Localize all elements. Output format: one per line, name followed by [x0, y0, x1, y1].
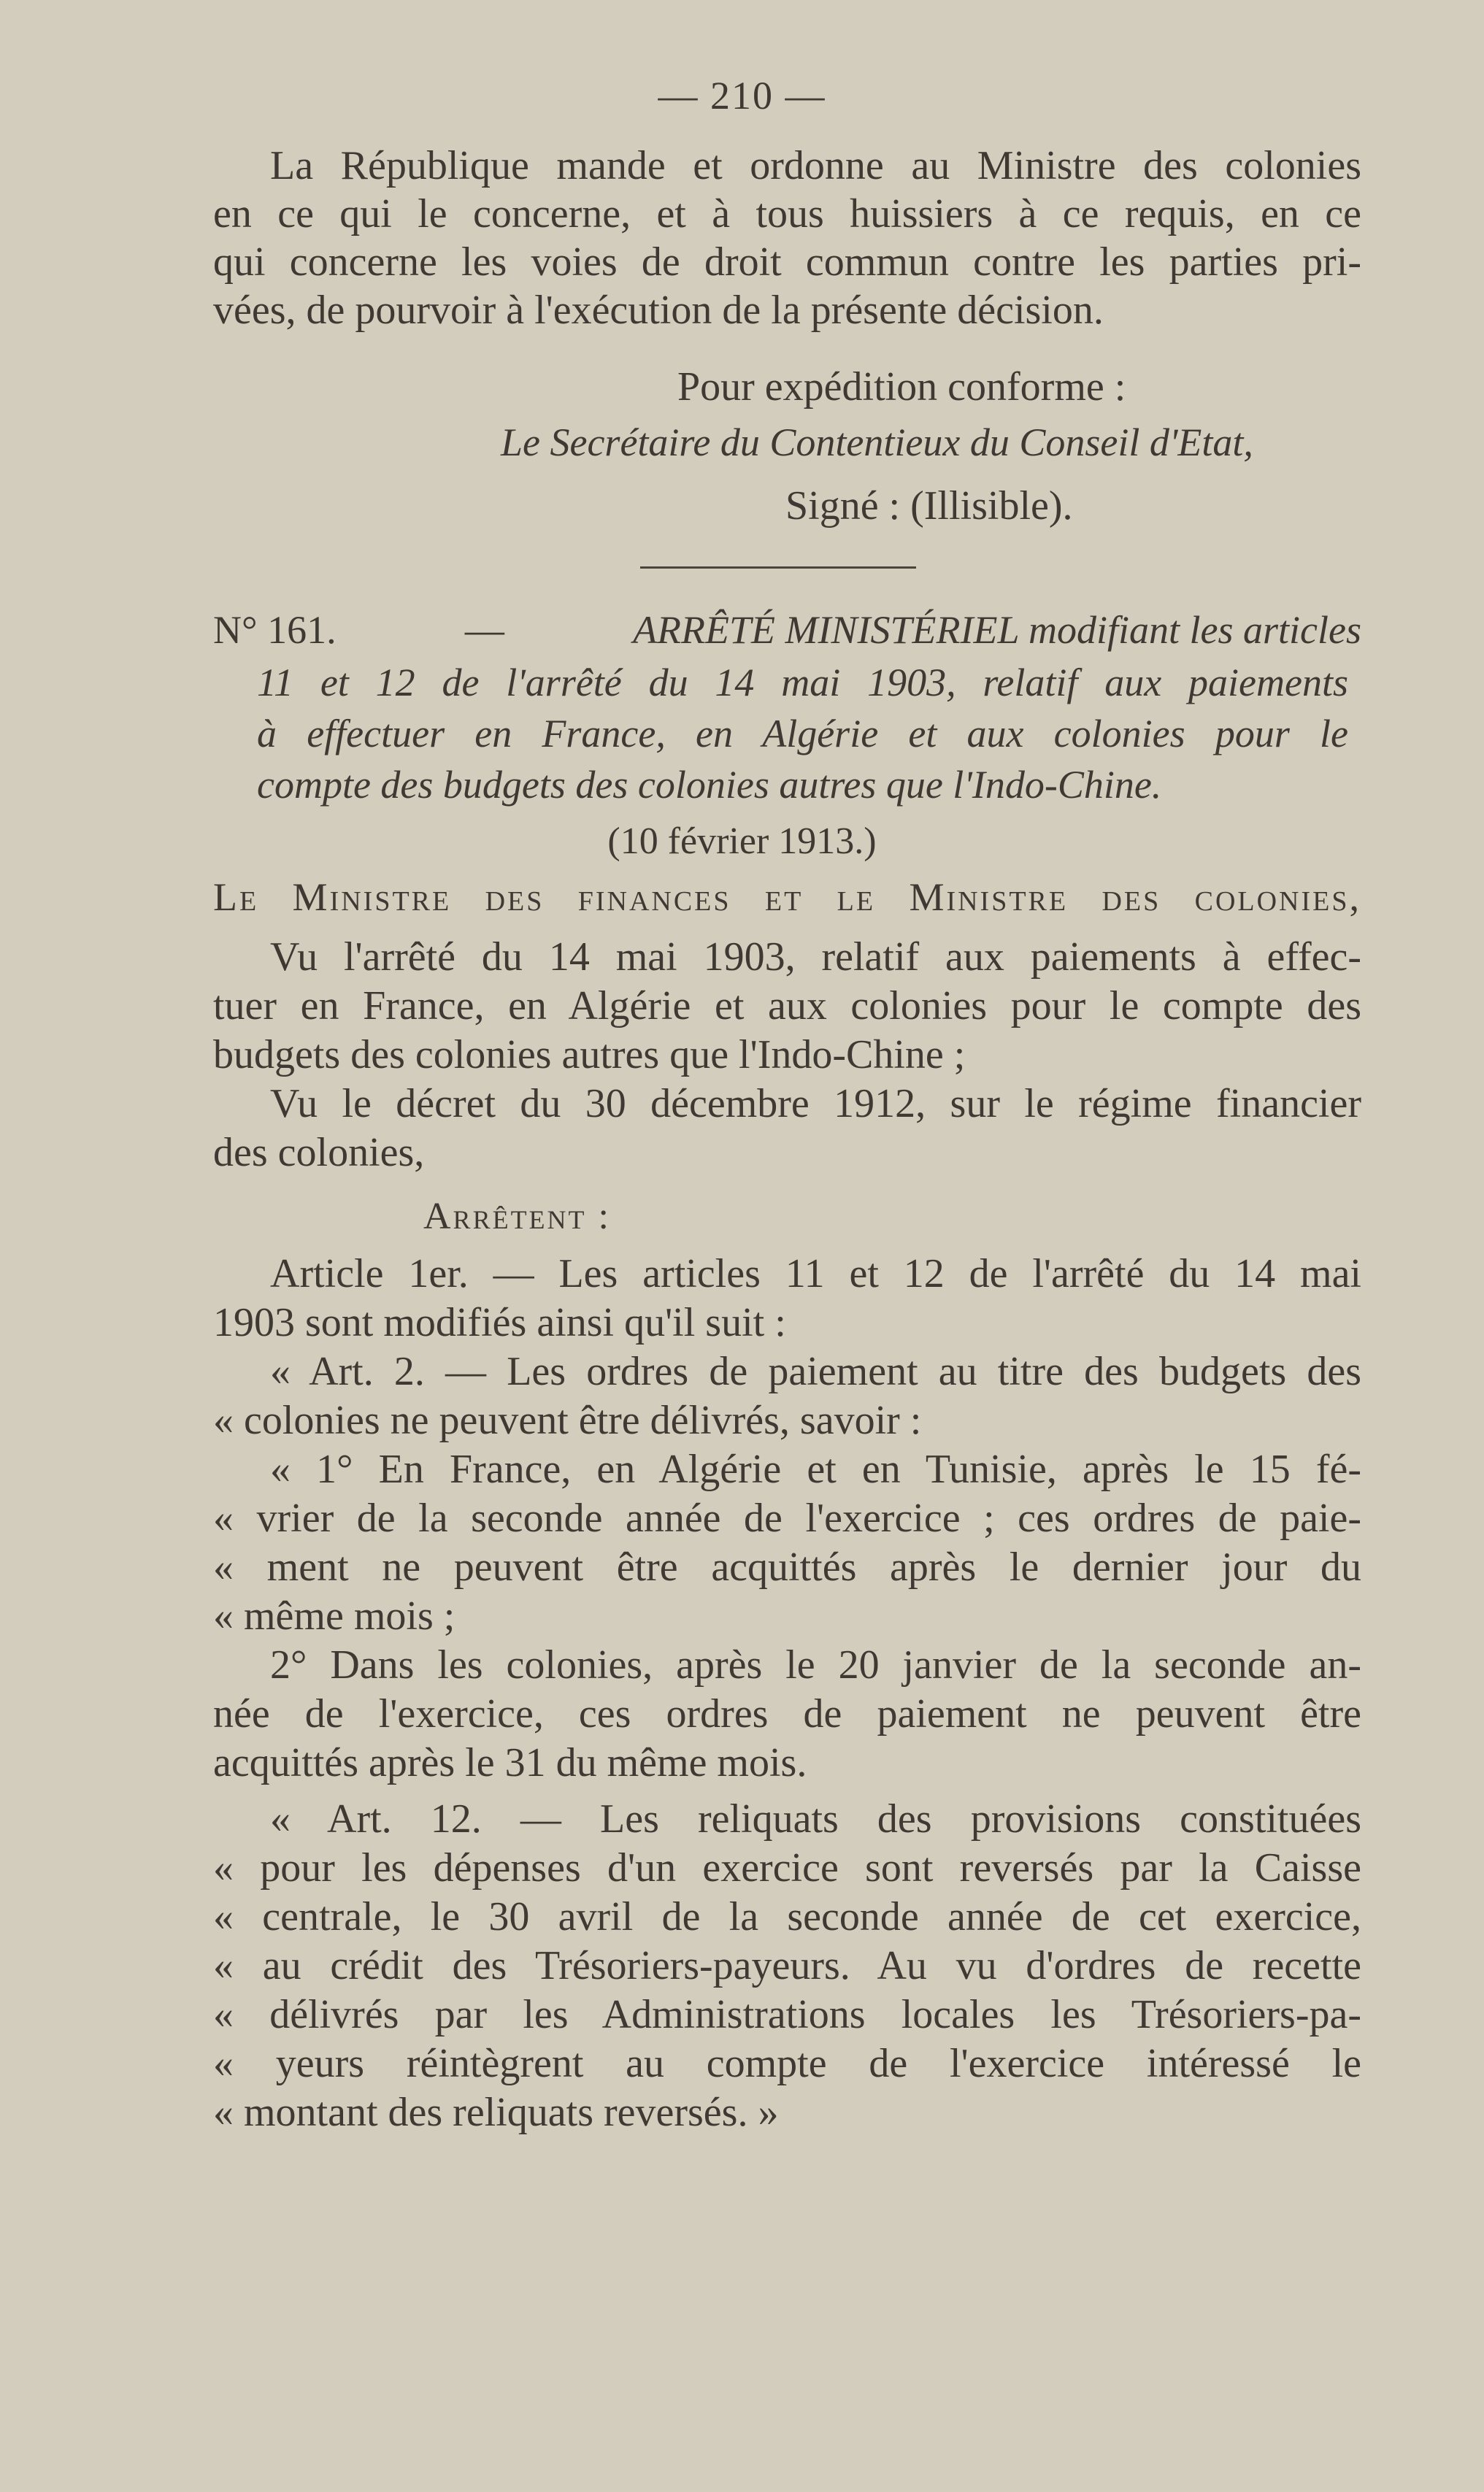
vu-line: tuer en France, en Algérie et aux colonies pour le compte des [213, 983, 1361, 1028]
vu-line: Vu l'arrêté du 14 mai 1903, relatif aux paiements à effec- [270, 934, 1361, 980]
paragraph-line: qui concerne les voies de droit commun contre les parties pri- [213, 239, 1361, 285]
decree-date: (10 février 1913.) [607, 820, 877, 862]
article-line: née de l'exercice, ces ordres de paiement ne peuvent être [213, 1691, 1361, 1737]
article-line: Article 1er. — Les articles 11 et 12 de l'arrêté du 14 mai [270, 1251, 1361, 1296]
page-number: — 210 — [658, 74, 826, 118]
expedition-line: Pour expédition conforme : [677, 364, 1126, 409]
secretary-title: Le Secrétaire du Contentieux du Conseil d'Etat, [501, 420, 1253, 464]
article-line: « colonies ne peuvent être délivrés, savoir : [213, 1398, 922, 1443]
paragraph-line: vées, de pourvoir à l'exécution de la présente décision. [213, 288, 1104, 333]
article-line: acquittés après le 31 du même mois. [213, 1740, 807, 1785]
article-line: « même mois ; [213, 1593, 455, 1639]
article-line: « montant des reliquats reversés. » [213, 2090, 779, 2135]
decree-heading-line: à effectuer en France, en Algérie et aux colonies pour le [257, 712, 1348, 755]
vu-line: des colonies, [213, 1130, 425, 1175]
signature-line: Signé : (Illisible). [785, 483, 1073, 528]
article-line: « Art. 2. — Les ordres de paiement au titre des budgets des [270, 1349, 1361, 1394]
decree-dash: — [464, 608, 504, 652]
article-line: « au crédit des Trésoriers-payeurs. Au vu d'ordres de recette [213, 1943, 1361, 1988]
article-line: « délivrés par les Administrations locales les Trésoriers-pa- [213, 1992, 1361, 2037]
paragraph-line: en ce qui le concerne, et à tous huissiers à ce requis, en ce [213, 191, 1361, 236]
vu-line: budgets des colonies autres que l'Indo-Chine ; [213, 1032, 966, 1077]
decree-title: ARRÊTÉ MINISTÉRIEL modifiant les articles [633, 608, 1361, 652]
vu-line: Vu le décret du 30 décembre 1912, sur le régime financier [270, 1081, 1361, 1126]
article-line: « ment ne peuvent être acquittés après le dernier jour du [213, 1545, 1361, 1590]
article-line: « Art. 12. — Les reliquats des provisions constituées [270, 1796, 1361, 1842]
decree-heading-line: 11 et 12 de l'arrêté du 14 mai 1903, relatif aux paiements [257, 661, 1348, 704]
article-line: 1903 sont modifiés ainsi qu'il suit : [213, 1300, 786, 1345]
article-line: « yeurs réintègrent au compte de l'exercice intéressé le [213, 2041, 1361, 2086]
article-line: « centrale, le 30 avril de la seconde année de cet exercice, [213, 1894, 1361, 1939]
article-line: 2° Dans les colonies, après le 20 janvier de la seconde an- [270, 1642, 1361, 1688]
article-line: « pour les dépenses d'un exercice sont reversés par la Caisse [213, 1845, 1361, 1891]
decree-number: N° 161. [213, 608, 337, 652]
separator-rule [640, 566, 916, 569]
article-line: « 1° En France, en Algérie et en Tunisie, après le 15 fé- [270, 1447, 1361, 1492]
decree-heading-first-line [213, 606, 1361, 654]
decree-heading-line: compte des budgets des colonies autres que l'Indo-Chine. [257, 763, 1162, 807]
article-line: « vrier de la seconde année de l'exercice ; ces ordres de paie- [213, 1496, 1361, 1541]
arretent-heading: Arrêtent : [423, 1196, 611, 1237]
ministers-line: Le Ministre des finances et le Ministre des colonies, [213, 875, 1361, 919]
paragraph-line: La République mande et ordonne au Ministre des colonies [270, 143, 1361, 188]
